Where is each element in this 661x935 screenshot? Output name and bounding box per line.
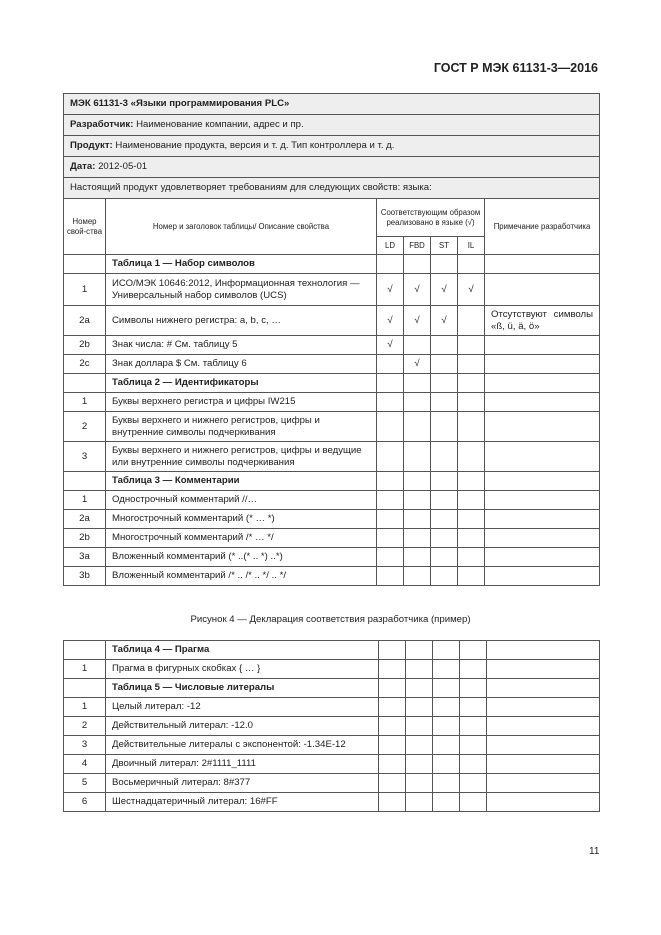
table-section-header <box>64 679 600 698</box>
check-ld <box>379 755 406 774</box>
check-ld <box>377 548 404 567</box>
table-row <box>64 567 600 586</box>
feature-number: 2a <box>64 510 106 529</box>
figure-caption: Рисунок 4 — Декларация соответствия разработчика (пример) <box>190 614 471 625</box>
feature-number: 4 <box>64 755 106 774</box>
section-title: Таблица 5 — Числовые литералы <box>106 679 379 698</box>
developer-note <box>487 774 600 793</box>
empty-cell <box>377 255 404 274</box>
check-ld <box>379 793 406 812</box>
developer-note <box>485 336 600 355</box>
feature-description: Действительный литерал: -12.0 <box>106 717 379 736</box>
empty-cell <box>379 679 406 698</box>
check-ld: √ <box>377 306 404 336</box>
check-st: √ <box>431 274 458 306</box>
check-fbd <box>406 736 433 755</box>
check-ld <box>379 736 406 755</box>
declaration-table <box>63 93 600 586</box>
check-st <box>433 736 460 755</box>
feature-number: 2c <box>64 355 106 374</box>
section-title: Таблица 4 — Прагма <box>106 641 379 660</box>
col-header-conformance: Соответствующим образом реализовано в языке (√) <box>377 199 485 237</box>
table-row <box>64 660 600 679</box>
check-il <box>460 660 487 679</box>
feature-number: 5 <box>64 774 106 793</box>
check-st <box>431 442 458 472</box>
feature-description: ИСО/МЭК 10646:2012, Информационная технология — Универсальный набор символов (UCS) <box>106 274 377 306</box>
empty-cell <box>458 472 485 491</box>
developer-note <box>485 442 600 472</box>
check-st <box>431 529 458 548</box>
table-row <box>64 491 600 510</box>
check-fbd <box>404 567 431 586</box>
empty-cell <box>64 374 106 393</box>
product-row <box>64 136 600 157</box>
feature-description: Однострочный комментарий //… <box>106 491 377 510</box>
feature-description: Шестнадцатеричный литерал: 16#FF <box>106 793 379 812</box>
feature-number: 1 <box>64 393 106 412</box>
check-fbd <box>406 660 433 679</box>
feature-number: 2 <box>64 412 106 442</box>
empty-cell <box>404 255 431 274</box>
col-header-description: Номер и заголовок таблицы/ Описание свойства <box>106 199 377 255</box>
feature-description: Прагма в фигурных скобках { … } <box>106 660 379 679</box>
check-st <box>431 510 458 529</box>
empty-cell <box>460 641 487 660</box>
table-row <box>64 736 600 755</box>
check-st <box>433 717 460 736</box>
check-il <box>458 306 485 336</box>
developer-note: Отсутствуют символы «ß, ü, ä, ö» <box>485 306 600 336</box>
developer-note <box>485 548 600 567</box>
feature-number: 1 <box>64 698 106 717</box>
check-il <box>460 774 487 793</box>
check-ld <box>377 529 404 548</box>
feature-number: 3b <box>64 567 106 586</box>
table-row <box>64 774 600 793</box>
check-ld <box>377 442 404 472</box>
table-row <box>64 412 600 442</box>
check-fbd <box>404 393 431 412</box>
check-fbd <box>404 491 431 510</box>
developer-note <box>487 717 600 736</box>
developer-note <box>485 567 600 586</box>
table-row <box>64 510 600 529</box>
developer-note <box>487 660 600 679</box>
check-ld <box>377 491 404 510</box>
check-il <box>460 698 487 717</box>
check-fbd <box>404 336 431 355</box>
check-fbd: √ <box>404 274 431 306</box>
check-st <box>433 755 460 774</box>
feature-description: Символы нижнего регистра: a, b, c, … <box>106 306 377 336</box>
check-st <box>433 793 460 812</box>
feature-number: 1 <box>64 660 106 679</box>
table-row <box>64 442 600 472</box>
check-il <box>458 355 485 374</box>
feature-description: Двоичный литерал: 2#1111_1111 <box>106 755 379 774</box>
conformance-statement: Настоящий продукт удовлетворяет требованиям для следующих свойств: языка: <box>64 178 600 199</box>
lang-header-st: ST <box>431 237 458 255</box>
check-fbd <box>406 755 433 774</box>
empty-cell <box>377 374 404 393</box>
date-row <box>64 157 600 178</box>
developer-note <box>485 355 600 374</box>
check-ld <box>377 355 404 374</box>
check-st <box>431 393 458 412</box>
check-il <box>458 510 485 529</box>
feature-description: Вложенный комментарий (* ..(* .. *) ..*) <box>106 548 377 567</box>
check-il <box>458 548 485 567</box>
col-header-number: Номер свой-ства <box>64 199 106 255</box>
developer-note <box>487 755 600 774</box>
col-header-note: Примечание разработчика <box>485 199 600 255</box>
table-row <box>64 717 600 736</box>
check-fbd: √ <box>404 355 431 374</box>
developer-note <box>487 736 600 755</box>
empty-cell <box>431 255 458 274</box>
table-row <box>64 355 600 374</box>
check-il <box>460 793 487 812</box>
lang-header-il: IL <box>458 237 485 255</box>
feature-number: 2b <box>64 336 106 355</box>
check-st <box>431 491 458 510</box>
empty-cell <box>433 641 460 660</box>
check-il <box>458 491 485 510</box>
empty-cell <box>485 472 600 491</box>
empty-cell <box>485 374 600 393</box>
section-title: Таблица 1 — Набор символов <box>106 255 377 274</box>
feature-number: 2b <box>64 529 106 548</box>
document-code: ГОСТ Р МЭК 61131-3—2016 <box>433 61 598 75</box>
check-ld <box>379 717 406 736</box>
check-st <box>431 336 458 355</box>
table-row <box>64 274 600 306</box>
page-number: 11 <box>589 846 600 857</box>
check-il <box>460 717 487 736</box>
check-il <box>458 336 485 355</box>
check-ld: √ <box>377 336 404 355</box>
feature-number: 2a <box>64 306 106 336</box>
developer-note <box>485 491 600 510</box>
table-row <box>64 336 600 355</box>
check-ld <box>377 567 404 586</box>
date-label: Дата: <box>70 161 96 172</box>
check-il <box>460 755 487 774</box>
table-row <box>64 529 600 548</box>
product-value: Наименование продукта, версия и т. д. Тип контроллера и т. д. <box>112 140 395 151</box>
developer-note <box>485 393 600 412</box>
table-section-header <box>64 641 600 660</box>
table-row <box>64 793 600 812</box>
empty-cell <box>406 641 433 660</box>
section-title: Таблица 3 — Комментарии <box>106 472 377 491</box>
check-ld <box>379 774 406 793</box>
check-fbd <box>404 548 431 567</box>
empty-cell <box>404 374 431 393</box>
lang-header-fbd: FBD <box>404 237 431 255</box>
check-il <box>460 736 487 755</box>
feature-number: 6 <box>64 793 106 812</box>
check-st <box>433 774 460 793</box>
check-st <box>431 355 458 374</box>
check-ld <box>379 698 406 717</box>
table-row <box>64 698 600 717</box>
feature-description: Буквы верхнего и нижнего регистров, цифры и внутренние символы подчеркивания <box>106 412 377 442</box>
feature-number: 3 <box>64 736 106 755</box>
check-il <box>458 567 485 586</box>
table-section-header <box>64 255 600 274</box>
feature-number: 3a <box>64 548 106 567</box>
check-st <box>431 548 458 567</box>
check-st: √ <box>431 306 458 336</box>
feature-number: 2 <box>64 717 106 736</box>
empty-cell <box>64 472 106 491</box>
table-section-header <box>64 374 600 393</box>
developer-note <box>485 529 600 548</box>
check-fbd <box>404 529 431 548</box>
feature-description: Буквы верхнего и нижнего регистров, цифры и ведущие или внутренние символы подчеркивания <box>106 442 377 472</box>
feature-description: Многострочный комментарий /* … */ <box>106 529 377 548</box>
feature-number: 1 <box>64 274 106 306</box>
table-row <box>64 306 600 336</box>
feature-description: Буквы верхнего регистра и цифры IW215 <box>106 393 377 412</box>
empty-cell <box>458 255 485 274</box>
check-ld <box>377 510 404 529</box>
check-ld <box>377 393 404 412</box>
feature-description: Многострочный комментарий (* … *) <box>106 510 377 529</box>
check-fbd <box>406 698 433 717</box>
lang-header-ld: LD <box>377 237 404 255</box>
check-il <box>458 442 485 472</box>
empty-cell <box>406 679 433 698</box>
check-st <box>431 412 458 442</box>
empty-cell <box>485 255 600 274</box>
check-fbd: √ <box>404 306 431 336</box>
date-value: 2012-05-01 <box>95 161 148 172</box>
check-ld: √ <box>377 274 404 306</box>
check-fbd <box>406 774 433 793</box>
check-fbd <box>404 442 431 472</box>
feature-description: Вложенный комментарий /* .. /* .. */ .. */ <box>106 567 377 586</box>
developer-note <box>485 510 600 529</box>
check-st <box>433 698 460 717</box>
developer-note <box>485 412 600 442</box>
check-ld <box>379 660 406 679</box>
empty-cell <box>64 641 106 660</box>
developer-note <box>487 698 600 717</box>
check-st <box>431 567 458 586</box>
empty-cell <box>377 472 404 491</box>
developer-note <box>487 793 600 812</box>
section-title: Таблица 2 — Идентификаторы <box>106 374 377 393</box>
empty-cell <box>379 641 406 660</box>
check-il <box>458 529 485 548</box>
feature-description: Восьмеричный литерал: 8#377 <box>106 774 379 793</box>
table-section-header <box>64 472 600 491</box>
feature-number: 3 <box>64 442 106 472</box>
empty-cell <box>433 679 460 698</box>
developer-value: Наименование компании, адрес и пр. <box>133 119 304 130</box>
developer-row <box>64 115 600 136</box>
check-ld <box>377 412 404 442</box>
empty-cell <box>64 679 106 698</box>
table-row <box>64 755 600 774</box>
developer-note <box>485 274 600 306</box>
feature-number: 1 <box>64 491 106 510</box>
feature-description: Знак доллара $ См. таблицу 6 <box>106 355 377 374</box>
check-fbd <box>406 793 433 812</box>
check-st <box>433 660 460 679</box>
check-fbd <box>404 412 431 442</box>
feature-description: Целый литерал: -12 <box>106 698 379 717</box>
check-il <box>458 393 485 412</box>
empty-cell <box>487 641 600 660</box>
empty-cell <box>460 679 487 698</box>
check-fbd <box>406 717 433 736</box>
product-label: Продукт: <box>70 140 113 151</box>
check-il <box>458 412 485 442</box>
empty-cell <box>458 374 485 393</box>
empty-cell <box>487 679 600 698</box>
developer-label: Разработчик: <box>70 119 134 130</box>
empty-cell <box>431 374 458 393</box>
check-fbd <box>404 510 431 529</box>
empty-cell <box>431 472 458 491</box>
check-il: √ <box>458 274 485 306</box>
declaration-table-continued <box>63 640 600 812</box>
declaration-title: МЭК 61131-3 «Языки программирования PLC» <box>64 94 600 115</box>
feature-description: Знак числа: # См. таблицу 5 <box>106 336 377 355</box>
table-row <box>64 393 600 412</box>
empty-cell <box>404 472 431 491</box>
empty-cell <box>64 255 106 274</box>
table-row <box>64 548 600 567</box>
feature-description: Действительные литералы с экспонентой: -1.34E-12 <box>106 736 379 755</box>
